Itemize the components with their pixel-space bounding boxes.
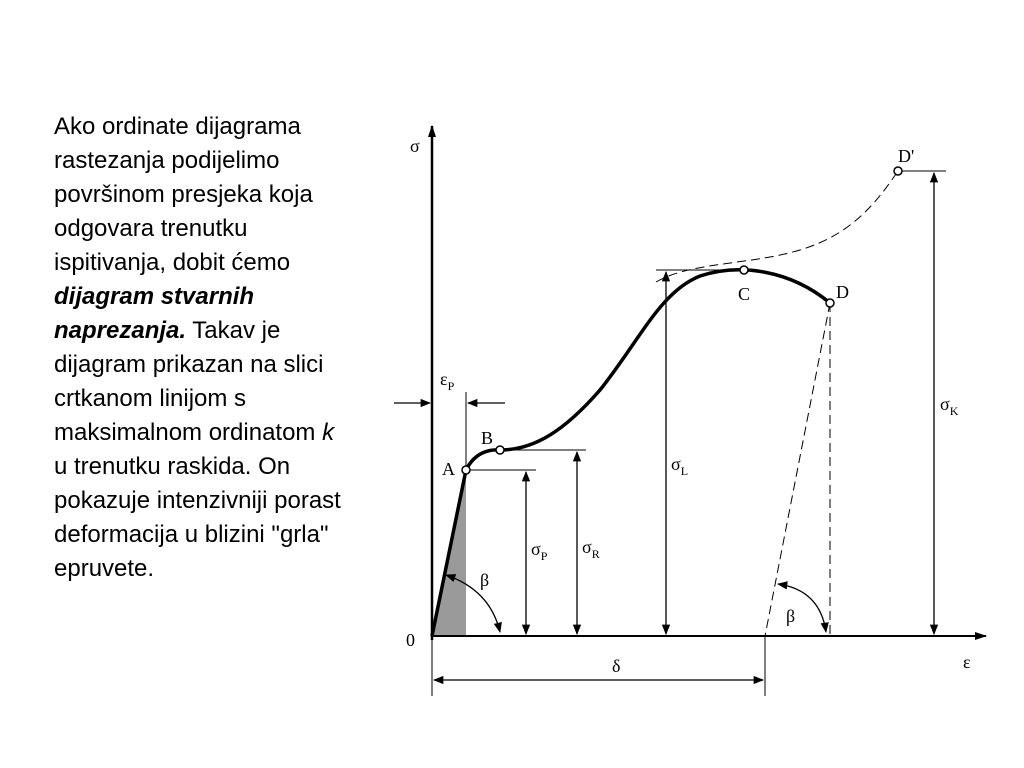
label-d-prime: D' — [898, 146, 915, 166]
label-sigma-k: $\sigma_K$ — [940, 394, 959, 418]
label-beta-2: β — [786, 606, 796, 626]
point-c — [740, 266, 748, 274]
label-sigma-l: $\sigma_L$ — [671, 454, 689, 478]
text-part-2: Takav je dijagram prikazan na slici crtkanom linijom s maksimalnom ordinatom — [54, 317, 324, 446]
axis-x-label: ε — [963, 652, 971, 672]
label-sigma-r: $\sigma_R$ — [582, 537, 600, 561]
label-eps-p: $\varepsilon_P$ — [440, 369, 455, 393]
point-b — [496, 446, 504, 454]
stress-strain-curve — [432, 270, 830, 636]
extension-lines — [432, 171, 946, 696]
text-part-3: u trenutku raskida. On pokazuje intenzivniji porast deformacija u blizini "grla" epruvete. — [54, 453, 341, 582]
axis-y-label: σ — [410, 136, 420, 156]
origin-label: 0 — [406, 630, 415, 650]
text-emphasis: dijagram stvarnih naprezanja. — [54, 283, 255, 344]
label-b: B — [481, 428, 494, 448]
text-italic-k: k — [322, 419, 335, 446]
label-a: A — [442, 459, 455, 479]
label-delta: δ — [612, 656, 621, 676]
point-a — [462, 466, 470, 474]
dashed-lines — [656, 171, 898, 636]
true-stress-curve — [656, 171, 898, 282]
point-d — [826, 299, 834, 307]
text-part-1: Ako ordinate dijagrama rastezanja podijelimo površinom presjeka koja odgovara trenutku ispitivanja, dobit ćemo — [54, 113, 313, 276]
label-c: C — [738, 284, 751, 304]
point-d-prime — [894, 167, 902, 175]
dimension-arrows — [394, 173, 934, 680]
unload-line — [765, 303, 830, 636]
label-d: D — [836, 282, 849, 302]
label-sigma-p: $\sigma_P$ — [531, 539, 548, 563]
label-beta-1: β — [480, 570, 490, 590]
